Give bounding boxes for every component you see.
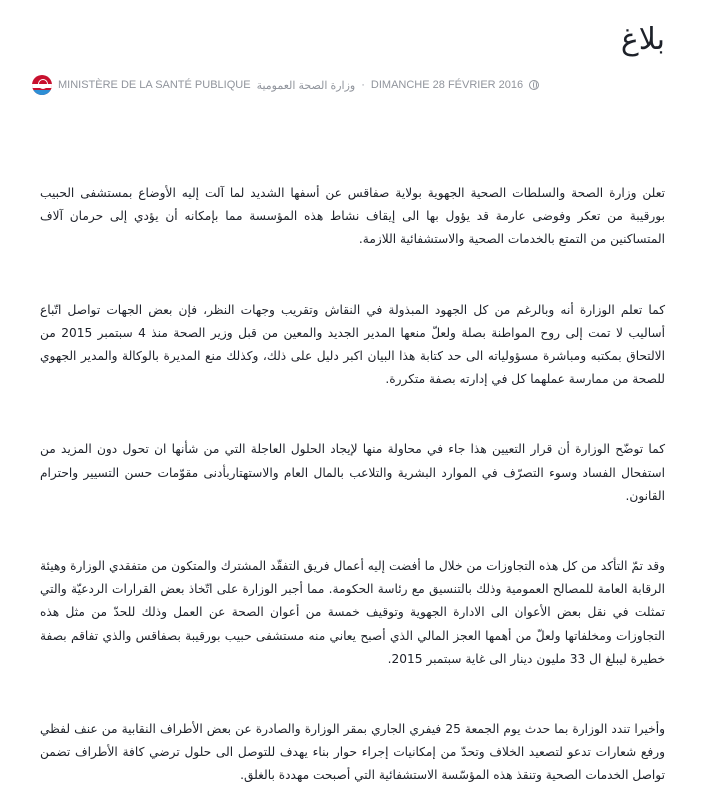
meta-separator: ·	[361, 79, 365, 91]
paragraph: وأخيرا تندد الوزارة بما حدث يوم الجمعة 25 فيفري الجاري بمقر الوزارة والصادرة عن بعض الأطراف النقابية من عنف لفظي ورفع شعارات تدعو لتصعيد الخلاف وتحدّ من إمكانيات إجراء حوار بناء يهدف للتوصل الى حلول ترضي كافة الأطراف تضمن تواصل الخدمات الصحية وتنقذ هذه المؤسّسة الاستشفائية التي أصبحت مهددة بالغلق.	[40, 722, 665, 783]
author-name-arabic[interactable]: وزارة الصحة العمومية	[256, 79, 356, 92]
ministry-logo-icon[interactable]	[32, 75, 52, 95]
paragraph: تعلن وزارة الصحة والسلطات الصحية الجهوية بولاية صفاقس عن أسفها الشديد لما آلت إليه الأوضاع بمستشفى الحبيب بورقيبة من تعكر وفوضى عارمة قد يؤول بها الى إيقاف نشاط هذه المؤسسة مما بإمكانه أن يؤدي إلى حرمان آلاف المتساكنين من التمتع بالخدمات الصحية والاستشفائية اللازمة.	[40, 186, 665, 247]
globe-icon	[529, 80, 539, 90]
paragraph: كما توضّح الوزارة أن قرار التعيين هذا جاء في محاولة منها لإيجاد الحلول العاجلة التي من شأنها ان تحول دون المزيد من استفحال الفساد وسوء التصرّف في الموارد البشرية والتلاعب بالمال العام والاستهتاربأدنى مقوّمات حسن التسيير واحترام القانون.	[40, 442, 665, 503]
post-title: بلاغ	[620, 22, 665, 57]
post-body	[40, 182, 665, 788]
paragraph: كما تعلم الوزارة أنه وبالرغم من كل الجهود المبذولة في النقاش وتقريب وجهات النظر، فإن بعض الجهات تواصل اتّباع أساليب لا تمت إلى روح المواطنة بصلة ولعلّ منعها المدير الجديد والمعين من قبل وزير الصحة منذ 4 سبتمبر 2015 من الالتحاق بمكتبه ومباشرة مسؤولياته الى حد كتابة هذا البيان اكبر دليل على ذلك، وكذلك منع المديرة بالوكالة والمدير الجهوي للصحة من ممارسة عملهما كل في إدارته بصفة متكررة.	[40, 302, 666, 387]
paragraph: وقد تمّ التأكد من كل هذه التجاوزات من خلال ما أفضت إليه أعمال فريق التفقّد المشترك والمتكون من متفقدي الوزارة وهيئة الرقابة العامة للمصالح العمومية وذلك بالتنسيق مع رئاسة الحكومة. مما أجبر الوزارة على اتّخاذ بعض القرارات الردعيّة والتي تمثلت في نقل بعض الأعوان الى الادارة الجهوية وتوقيف خمسة من أعوان الصحة عن العمل وذلك للحدّ من مثل هذه التجاوزات ومخلفاتها ولعلّ من أهمها العجز المالي الذي أصبح يعاني منه مستشفى حبيب بورقيبة بصفاقس والذي تفاقم بصفة خطيرة ليبلغ ال 33 مليون دينار الى غاية سبتمبر 2015.	[40, 559, 665, 666]
post-date[interactable]: DIMANCHE 28 FÉVRIER 2016	[370, 79, 524, 91]
post-meta	[32, 74, 539, 96]
author-name[interactable]: MINISTÈRE DE LA SANTÉ PUBLIQUE	[58, 79, 251, 91]
